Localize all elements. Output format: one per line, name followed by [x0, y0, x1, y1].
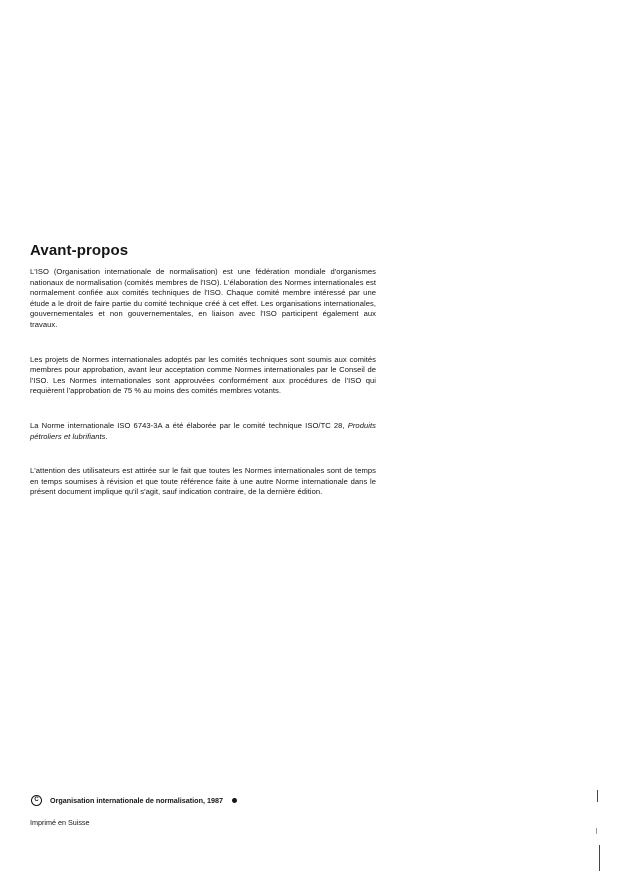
- standard-origin-text: La Norme internationale ISO 6743-3A a été élaborée par le comité technique ISO/TC 28,: [30, 420, 348, 430]
- paragraph-revision-notice: L'attention des utilisateurs est attirée sur le fait que toutes les Normes internationales sont de temps en temps soumises à révision et que toute référence faite à une autre Norme internationale dans le présent document implique qu'il s'agit, sauf indication contraire, de la dernière édition.: [30, 466, 376, 497]
- copyright-text: Organisation internationale de normalisation, 1987: [50, 795, 223, 805]
- page-footer: [30, 795, 390, 828]
- paragraph-iso-intro: L'ISO (Organisation internationale de normalisation) est une fédération mondiale d'organismes nationaux de normalisation (comités membres de l'ISO). L'élaboration des Normes internationales est normalement confiée aux comités techniques de l'ISO. Chaque comité membre intéressé par une étude a le droit de faire partie du comité technique créé à cet effet. Les organisations internationales, gouvernementales et non gouvernementales, en liaison avec l'ISO participent également aux travaux.: [30, 267, 376, 329]
- bullet-icon: [232, 798, 237, 803]
- foreword-title: Avant-propos: [30, 242, 129, 259]
- printed-in-text: Imprimé en Suisse: [30, 818, 90, 827]
- scan-edge-mark: [596, 828, 597, 834]
- scan-edge-mark: [597, 790, 598, 802]
- copyright-icon: C: [31, 795, 42, 806]
- paragraph-draft-approval: Les projets de Normes internationales adoptés par les comités techniques sont soumis aux comités membres pour approbation, avant leur acceptation comme Normes internationales par le Conseil de l'ISO. Les Normes internationales sont approuvées conformément aux procédures de l'ISO qui requièrent l'approbation de 75 % au moins des comités membres votants.: [30, 354, 376, 396]
- paragraph-standard-origin: [30, 421, 376, 442]
- standard-origin-end: .: [105, 431, 108, 441]
- foreword-section: [30, 242, 376, 522]
- scan-edge-mark: [599, 845, 600, 871]
- copyright-line: [30, 795, 390, 806]
- committee-title: Produits pétroliers et lubrifiants: [30, 420, 376, 441]
